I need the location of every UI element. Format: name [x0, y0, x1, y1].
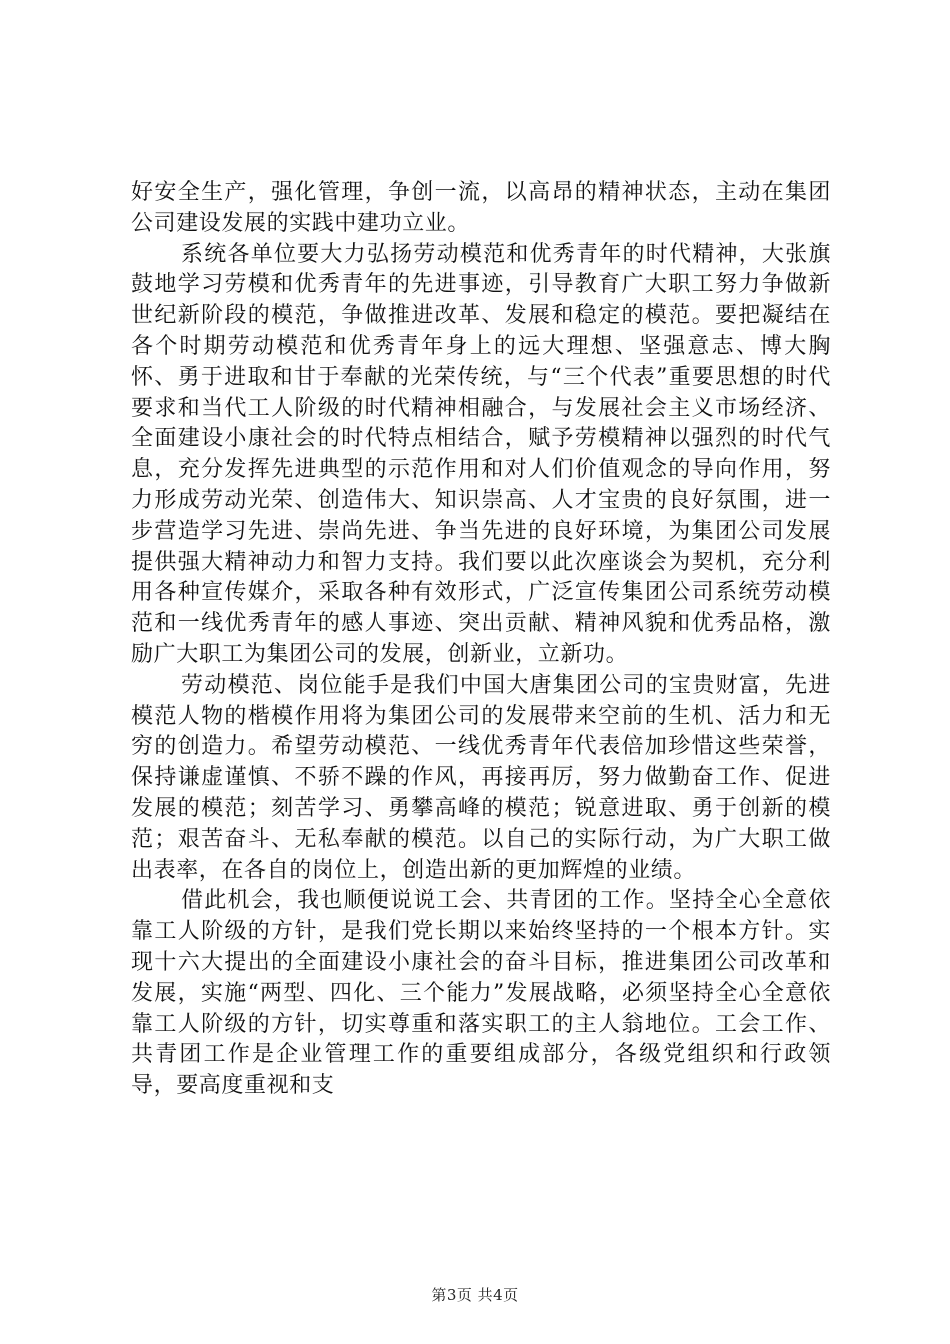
paragraph-4: 借此机会，我也顺便说说工会、共青团的工作。坚持全心全意依靠工人阶级的方针，是我们党长期以来始终坚持的一个根本方针。实现十六大提出的全面建设小康社会的奋斗目标，推进集团公司改革和发展，实施“两型、四化、三个能力”发展战略，必须坚持全心全意依靠工人阶级的方针，切实尊重和落实职工的主人翁地位。工会工作、共青团工作是企业管理工作的重要组成部分，各级党组织和行政领导，要高度重视和支: [131, 888, 831, 1099]
page-number-footer: 第3页 共4页: [431, 1286, 519, 1304]
paragraph-1: 好安全生产，强化管理，争创一流，以高昂的精神状态，主动在集团公司建设发展的实践中建功立业。: [131, 180, 831, 236]
paragraph-2: 系统各单位要大力弘扬劳动模范和优秀青年的时代精神，大张旗鼓地学习劳模和优秀青年的先进事迹，引导教育广大职工努力争做新世纪新阶段的模范，争做推进改革、发展和稳定的模范。要把凝结在各个时期劳动模范和优秀青年身上的远大理想、坚强意志、博大胸怀、勇于进取和甘于奉献的光荣传统，与“三个代表”重要思想的时代要求和当代工人阶级的时代精神相融合，与发展社会主义市场经济、全面建设小康社会的时代特点相结合，赋予劳模精神以强烈的时代气息，充分发挥先进典型的示范作用和对人们价值观念的导向作用，努力形成劳动光荣、创造伟大、知识崇高、人才宝贵的良好氛围，进一步营造学习先进、崇尚先进、争当先进的良好环境，为集团公司发展提供强大精神动力和智力支持。我们要以此次座谈会为契机，充分利用各种宣传媒介，采取各种有效形式，广泛宣传集团公司系统劳动模范和一线优秀青年的感人事迹、突出贡献、精神风貌和优秀品格，激励广大职工为集团公司的发展，创新业，立新功。: [131, 241, 831, 667]
paragraph-3: 劳动模范、岗位能手是我们中国大唐集团公司的宝贵财富，先进模范人物的楷模作用将为集团公司的发展带来空前的生机、活力和无穷的创造力。希望劳动模范、一线优秀青年代表倍加珍惜这些荣誉，保持谦虚谨慎、不骄不躁的作风，再接再厉，努力做勤奋工作、促进发展的模范；刻苦学习、勇攀高峰的模范；锐意进取、勇于创新的模范；艰苦奋斗、无私奉献的模范。以自己的实际行动，为广大职工做出表率，在各自的岗位上，创造出新的更加辉煌的业绩。: [131, 672, 831, 883]
document-body: [131, 178, 831, 1102]
